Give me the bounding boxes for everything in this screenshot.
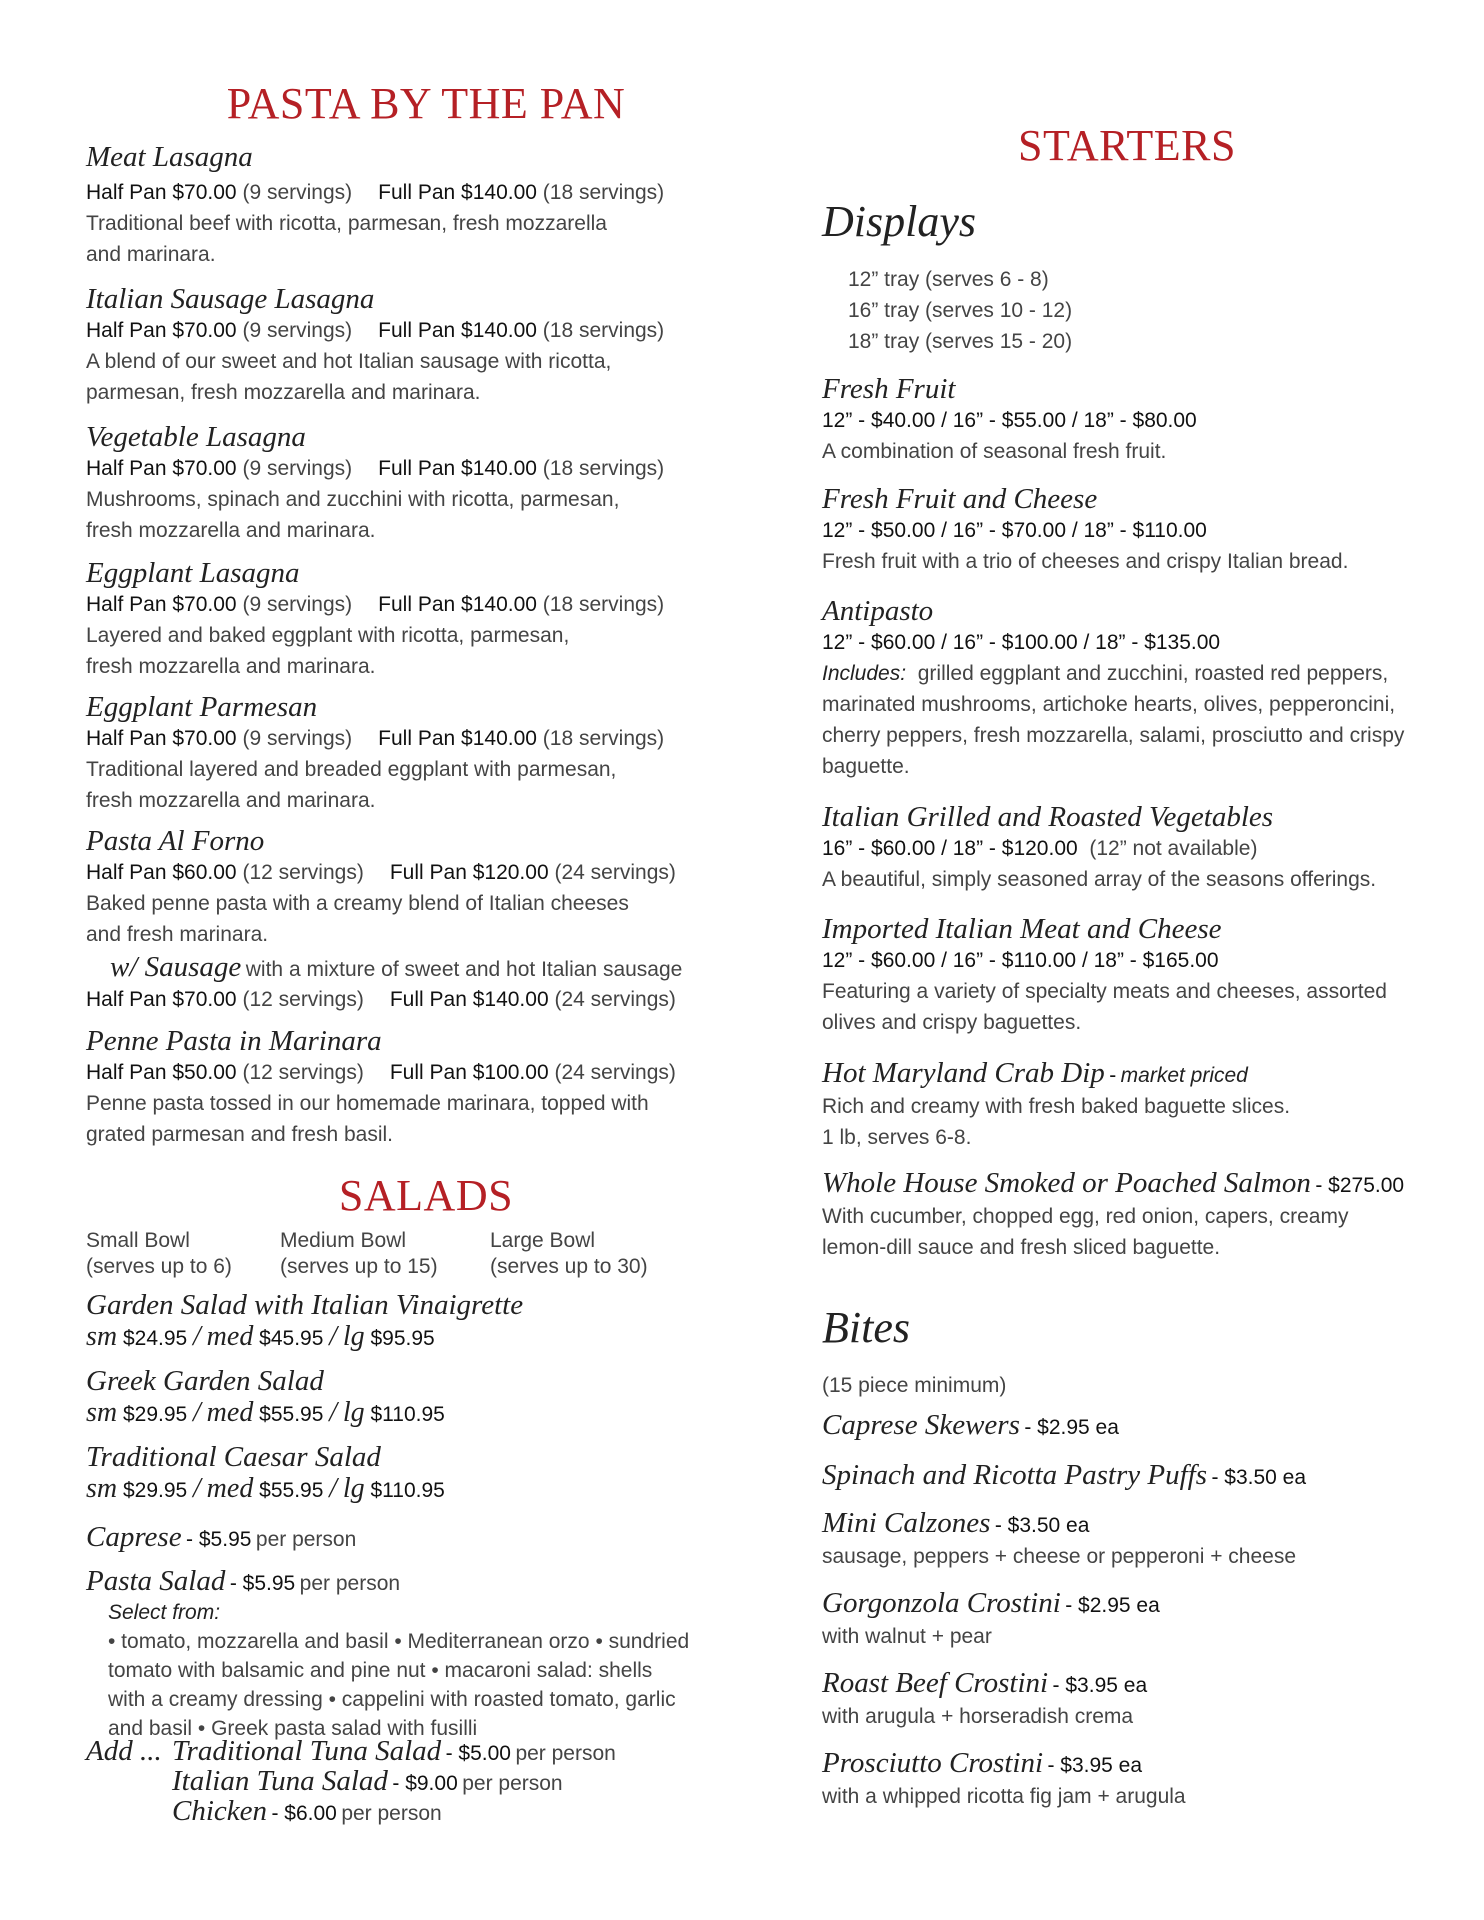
item-description: cherry peppers, fresh mozzarella, salami, prosciutto and crispy bbox=[822, 724, 1405, 747]
starters-section-title: STARTERS bbox=[1018, 121, 1236, 170]
sausage-option bbox=[86, 950, 726, 985]
item-price: 12” - $50.00 / 16” - $70.00 / 18” - $110.00 bbox=[822, 519, 1207, 542]
item-description: Baked penne pasta with a creamy blend of Italian cheeses bbox=[86, 892, 629, 915]
item-description: Traditional layered and breaded eggplant with parmesan, bbox=[86, 758, 617, 781]
add-item bbox=[172, 1794, 442, 1829]
price-dash: - bbox=[1109, 1064, 1117, 1087]
item-description: Featuring a variety of specialty meats and cheeses, assorted bbox=[822, 980, 1387, 1003]
half-servings: (12 servings) bbox=[242, 861, 364, 884]
size-med: med bbox=[206, 1397, 254, 1428]
item-price: 12” - $60.00 / 16” - $100.00 / 18” - $135.00 bbox=[822, 631, 1221, 654]
tray-size: 18” tray (serves 15 - 20) bbox=[848, 330, 1073, 353]
item-description: with arugula + horseradish crema bbox=[822, 1705, 1134, 1728]
full-servings: (24 servings) bbox=[554, 1061, 676, 1084]
bite-item bbox=[822, 1586, 1432, 1652]
size-small bbox=[86, 1228, 232, 1280]
size-sm: sm bbox=[86, 1321, 118, 1352]
bite-item bbox=[822, 1408, 1432, 1443]
item-description: sausage, peppers + cheese or pepperoni + cheese bbox=[822, 1545, 1297, 1568]
separator: / bbox=[329, 1321, 338, 1352]
item-price bbox=[86, 590, 726, 620]
add-unit: per person bbox=[341, 1802, 442, 1825]
price-lg: $110.95 bbox=[370, 1403, 445, 1426]
full-servings: (24 servings) bbox=[554, 861, 676, 884]
salads-section-title: SALADS bbox=[338, 1171, 514, 1220]
half-servings: (9 servings) bbox=[242, 727, 353, 750]
bites-heading: Bites bbox=[822, 1303, 910, 1352]
item-description bbox=[822, 658, 1432, 689]
full-servings: (18 servings) bbox=[542, 181, 665, 204]
full-price: Full Pan $140.00 bbox=[378, 593, 537, 616]
separator: / bbox=[193, 1321, 201, 1352]
full-price: Full Pan $100.00 bbox=[389, 1061, 549, 1084]
item-name: Mini Calzones bbox=[822, 1507, 991, 1539]
separator: / bbox=[329, 1397, 338, 1428]
bite-item bbox=[822, 1746, 1432, 1812]
bites-minimum: (15 piece minimum) bbox=[822, 1374, 1007, 1397]
price-med: $55.95 bbox=[259, 1403, 324, 1426]
item-price bbox=[86, 724, 726, 754]
item-name: Prosciutto Crostini bbox=[822, 1747, 1044, 1779]
item-name: Roast Beef Crostini bbox=[822, 1667, 1049, 1699]
bite-item bbox=[822, 1506, 1432, 1572]
item-name: Fresh Fruit bbox=[822, 373, 956, 405]
half-servings: (12 servings) bbox=[242, 988, 364, 1011]
add-unit: per person bbox=[462, 1772, 563, 1795]
half-price: Half Pan $70.00 bbox=[86, 319, 237, 342]
item-unit: per person bbox=[255, 1528, 357, 1551]
item-price bbox=[86, 1322, 726, 1354]
option-line: and basil • Greek pasta salad with fusilli bbox=[108, 1717, 478, 1740]
sausage-option-name: w/ Sausage bbox=[110, 951, 242, 983]
size-serves: (serves up to 6) bbox=[86, 1255, 232, 1278]
includes-label: Includes: bbox=[822, 662, 907, 685]
half-price: Half Pan $70.00 bbox=[86, 988, 237, 1011]
menu-item bbox=[86, 282, 726, 408]
item-price: - $5.95 bbox=[186, 1528, 252, 1551]
item-description: Layered and baked eggplant with ricotta, parmesan, bbox=[86, 624, 570, 647]
separator: / bbox=[193, 1473, 201, 1504]
add-name: Italian Tuna Salad bbox=[172, 1765, 388, 1797]
item-description: fresh mozzarella and marinara. bbox=[86, 789, 376, 812]
item-description: A blend of our sweet and hot Italian sausage with ricotta, bbox=[86, 350, 612, 373]
item-name: Traditional Caesar Salad bbox=[86, 1441, 381, 1473]
price-note: (12” not available) bbox=[1089, 837, 1258, 860]
pasta-section-title: PASTA BY THE PAN bbox=[226, 79, 626, 128]
item-price bbox=[86, 1398, 726, 1430]
salad-item bbox=[86, 1364, 726, 1430]
item-description: fresh mozzarella and marinara. bbox=[86, 655, 376, 678]
item-price: 12” - $60.00 / 16” - $110.00 / 18” - $165.00 bbox=[822, 949, 1219, 972]
salmon-item bbox=[822, 1166, 1432, 1263]
item-price: 12” - $40.00 / 16” - $55.00 / 18” - $80.00 bbox=[822, 409, 1197, 432]
price-sm: $29.95 bbox=[122, 1479, 188, 1502]
half-price: Half Pan $70.00 bbox=[86, 593, 237, 616]
full-price: Full Pan $140.00 bbox=[378, 181, 537, 204]
size-sm: sm bbox=[86, 1397, 118, 1428]
add-unit: per person bbox=[515, 1742, 616, 1765]
menu-item bbox=[86, 420, 726, 546]
crab-dip-item bbox=[822, 1056, 1432, 1153]
display-item bbox=[822, 594, 1432, 782]
size-label: Medium Bowl bbox=[280, 1229, 407, 1252]
menu-item bbox=[86, 140, 726, 270]
item-name: Fresh Fruit and Cheese bbox=[822, 483, 1098, 515]
item-name: Penne Pasta in Marinara bbox=[86, 1025, 382, 1057]
size-serves: (serves up to 30) bbox=[490, 1255, 648, 1278]
pasta-salad-item bbox=[86, 1564, 726, 1743]
size-medium bbox=[280, 1228, 438, 1280]
add-price: - $9.00 bbox=[392, 1772, 458, 1795]
size-lg: lg bbox=[342, 1321, 365, 1352]
item-description: with walnut + pear bbox=[822, 1625, 992, 1648]
add-label: Add ... bbox=[86, 1735, 162, 1767]
item-description: and marinara. bbox=[86, 243, 216, 266]
item-price: - $3.95 ea bbox=[1047, 1754, 1143, 1777]
menu-item bbox=[86, 1024, 726, 1150]
item-name: Imported Italian Meat and Cheese bbox=[822, 913, 1222, 945]
half-price: Half Pan $50.00 bbox=[86, 1061, 237, 1084]
size-lg: lg bbox=[342, 1397, 365, 1428]
option-line: • tomato, mozzarella and basil • Mediterranean orzo • sundried bbox=[108, 1630, 690, 1653]
item-description: and fresh marinara. bbox=[86, 923, 269, 946]
item-price: - $275.00 bbox=[1315, 1174, 1405, 1197]
item-name: Greek Garden Salad bbox=[86, 1365, 324, 1397]
item-price: - $2.95 ea bbox=[1024, 1416, 1119, 1439]
salad-sizes bbox=[86, 1228, 726, 1280]
sausage-option-desc: with a mixture of sweet and hot Italian sausage bbox=[245, 958, 683, 981]
price-lg: $110.95 bbox=[370, 1479, 445, 1502]
price-med: $45.95 bbox=[259, 1327, 324, 1350]
half-price: Half Pan $70.00 bbox=[86, 727, 237, 750]
full-price: Full Pan $140.00 bbox=[378, 727, 537, 750]
salad-item bbox=[86, 1288, 726, 1354]
item-name: Italian Grilled and Roasted Vegetables bbox=[822, 801, 1274, 833]
menu-item bbox=[86, 690, 726, 816]
price-lg: $95.95 bbox=[370, 1327, 435, 1350]
tray-sizes bbox=[822, 264, 1432, 357]
item-name: Hot Maryland Crab Dip bbox=[822, 1057, 1105, 1089]
item-description: baguette. bbox=[822, 755, 910, 778]
full-servings: (18 servings) bbox=[542, 727, 665, 750]
item-name: Caprese Skewers bbox=[822, 1409, 1020, 1441]
item-description: Traditional beef with ricotta, parmesan, fresh mozzarella bbox=[86, 212, 607, 235]
separator: / bbox=[329, 1473, 338, 1504]
item-description: Penne pasta tossed in our homemade marinara, topped with bbox=[86, 1092, 649, 1115]
full-price: Full Pan $140.00 bbox=[389, 988, 549, 1011]
half-servings: (9 servings) bbox=[242, 181, 353, 204]
bite-item bbox=[822, 1666, 1432, 1732]
add-name: Chicken bbox=[172, 1795, 268, 1827]
item-price: - $5.95 bbox=[229, 1572, 296, 1595]
displays-heading: Displays bbox=[822, 197, 976, 246]
menu-item bbox=[86, 824, 726, 1015]
price-text: 16” - $60.00 / 18” - $120.00 bbox=[822, 837, 1078, 860]
price-sm: $24.95 bbox=[122, 1327, 188, 1350]
item-name: Antipasto bbox=[822, 595, 934, 627]
item-description: grated parmesan and fresh basil. bbox=[86, 1123, 394, 1146]
size-lg: lg bbox=[342, 1473, 365, 1504]
item-description: Mushrooms, spinach and zucchini with ricotta, parmesan, bbox=[86, 488, 620, 511]
size-label: Large Bowl bbox=[490, 1229, 596, 1252]
item-description: A beautiful, simply seasoned array of the seasons offerings. bbox=[822, 868, 1377, 891]
description-text: grilled eggplant and zucchini, roasted red peppers, bbox=[917, 662, 1389, 685]
full-servings: (24 servings) bbox=[554, 988, 676, 1011]
full-price: Full Pan $120.00 bbox=[389, 861, 549, 884]
item-price: - $2.95 ea bbox=[1065, 1594, 1160, 1617]
full-price: Full Pan $140.00 bbox=[378, 457, 537, 480]
caprese-item bbox=[86, 1520, 726, 1555]
item-unit: per person bbox=[299, 1572, 401, 1595]
item-price: - $3.50 ea bbox=[1211, 1466, 1307, 1489]
full-servings: (18 servings) bbox=[542, 319, 665, 342]
item-description: with a whipped ricotta fig jam + arugula bbox=[822, 1785, 1186, 1808]
item-name: Eggplant Lasagna bbox=[86, 557, 300, 589]
size-serves: (serves up to 15) bbox=[280, 1255, 438, 1278]
half-price: Half Pan $70.00 bbox=[86, 181, 237, 204]
size-med: med bbox=[206, 1473, 254, 1504]
item-price bbox=[86, 1058, 726, 1088]
add-price: - $5.00 bbox=[445, 1742, 511, 1765]
item-name: Pasta Salad bbox=[86, 1565, 226, 1597]
bite-item bbox=[822, 1458, 1432, 1493]
item-name: Spinach and Ricotta Pastry Puffs bbox=[822, 1459, 1208, 1491]
price-med: $55.95 bbox=[259, 1479, 324, 1502]
item-price: market priced bbox=[1120, 1064, 1248, 1087]
item-price bbox=[86, 985, 726, 1015]
half-price: Half Pan $70.00 bbox=[86, 457, 237, 480]
size-sm: sm bbox=[86, 1473, 118, 1504]
size-large bbox=[490, 1228, 648, 1280]
full-price: Full Pan $140.00 bbox=[378, 319, 537, 342]
item-description: 1 lb, serves 6-8. bbox=[822, 1126, 972, 1149]
half-price: Half Pan $60.00 bbox=[86, 861, 237, 884]
item-description: Fresh fruit with a trio of cheeses and crispy Italian bread. bbox=[822, 550, 1349, 573]
item-description: With cucumber, chopped egg, red onion, capers, creamy bbox=[822, 1205, 1349, 1228]
option-line: tomato with balsamic and pine nut • macaroni salad: shells bbox=[108, 1659, 653, 1682]
item-name: Caprese bbox=[86, 1521, 182, 1553]
item-description: marinated mushrooms, artichoke hearts, olives, pepperoncini, bbox=[822, 693, 1396, 716]
add-name: Traditional Tuna Salad bbox=[172, 1735, 442, 1767]
item-name: Whole House Smoked or Poached Salmon bbox=[822, 1167, 1311, 1199]
tray-size: 12” tray (serves 6 - 8) bbox=[848, 268, 1049, 291]
item-description: olives and crispy baguettes. bbox=[822, 1011, 1082, 1034]
half-servings: (9 servings) bbox=[242, 319, 353, 342]
display-item bbox=[822, 912, 1432, 1038]
item-price bbox=[86, 1474, 726, 1506]
item-name: Pasta Al Forno bbox=[86, 825, 265, 857]
item-description: Rich and creamy with fresh baked baguette slices. bbox=[822, 1095, 1291, 1118]
option-line: with a creamy dressing • cappelini with roasted tomato, garlic bbox=[108, 1688, 676, 1711]
item-price bbox=[86, 178, 726, 208]
item-price: - $3.95 ea bbox=[1052, 1674, 1148, 1697]
half-servings: (12 servings) bbox=[242, 1061, 364, 1084]
item-description: A combination of seasonal fresh fruit. bbox=[822, 440, 1167, 463]
item-name: Eggplant Parmesan bbox=[86, 691, 318, 723]
item-description: fresh mozzarella and marinara. bbox=[86, 519, 376, 542]
add-price: - $6.00 bbox=[271, 1802, 337, 1825]
tray-size: 16” tray (serves 10 - 12) bbox=[848, 299, 1073, 322]
item-description: parmesan, fresh mozzarella and marinara. bbox=[86, 381, 481, 404]
item-price bbox=[822, 834, 1432, 864]
item-name: Garden Salad with Italian Vinaigrette bbox=[86, 1289, 524, 1321]
item-price bbox=[86, 316, 726, 346]
item-name: Gorgonzola Crostini bbox=[822, 1587, 1061, 1619]
menu-item bbox=[86, 556, 726, 682]
display-item bbox=[822, 482, 1432, 577]
half-servings: (9 servings) bbox=[242, 457, 353, 480]
display-item bbox=[822, 800, 1432, 895]
half-servings: (9 servings) bbox=[242, 593, 353, 616]
price-sm: $29.95 bbox=[122, 1403, 188, 1426]
size-label: Small Bowl bbox=[86, 1229, 190, 1252]
full-servings: (18 servings) bbox=[542, 457, 665, 480]
item-price: - $3.50 ea bbox=[994, 1514, 1090, 1537]
item-price bbox=[86, 858, 726, 888]
item-name: Vegetable Lasagna bbox=[86, 421, 306, 453]
salad-item bbox=[86, 1440, 726, 1506]
item-name: Italian Sausage Lasagna bbox=[86, 283, 375, 315]
item-description: lemon-dill sauce and fresh sliced baguette. bbox=[822, 1236, 1221, 1259]
item-price bbox=[86, 454, 726, 484]
item-name: Meat Lasagna bbox=[86, 141, 253, 173]
select-from-label: Select from: bbox=[108, 1601, 221, 1624]
separator: / bbox=[193, 1397, 201, 1428]
size-med: med bbox=[206, 1321, 254, 1352]
full-servings: (18 servings) bbox=[542, 593, 665, 616]
display-item bbox=[822, 372, 1432, 467]
